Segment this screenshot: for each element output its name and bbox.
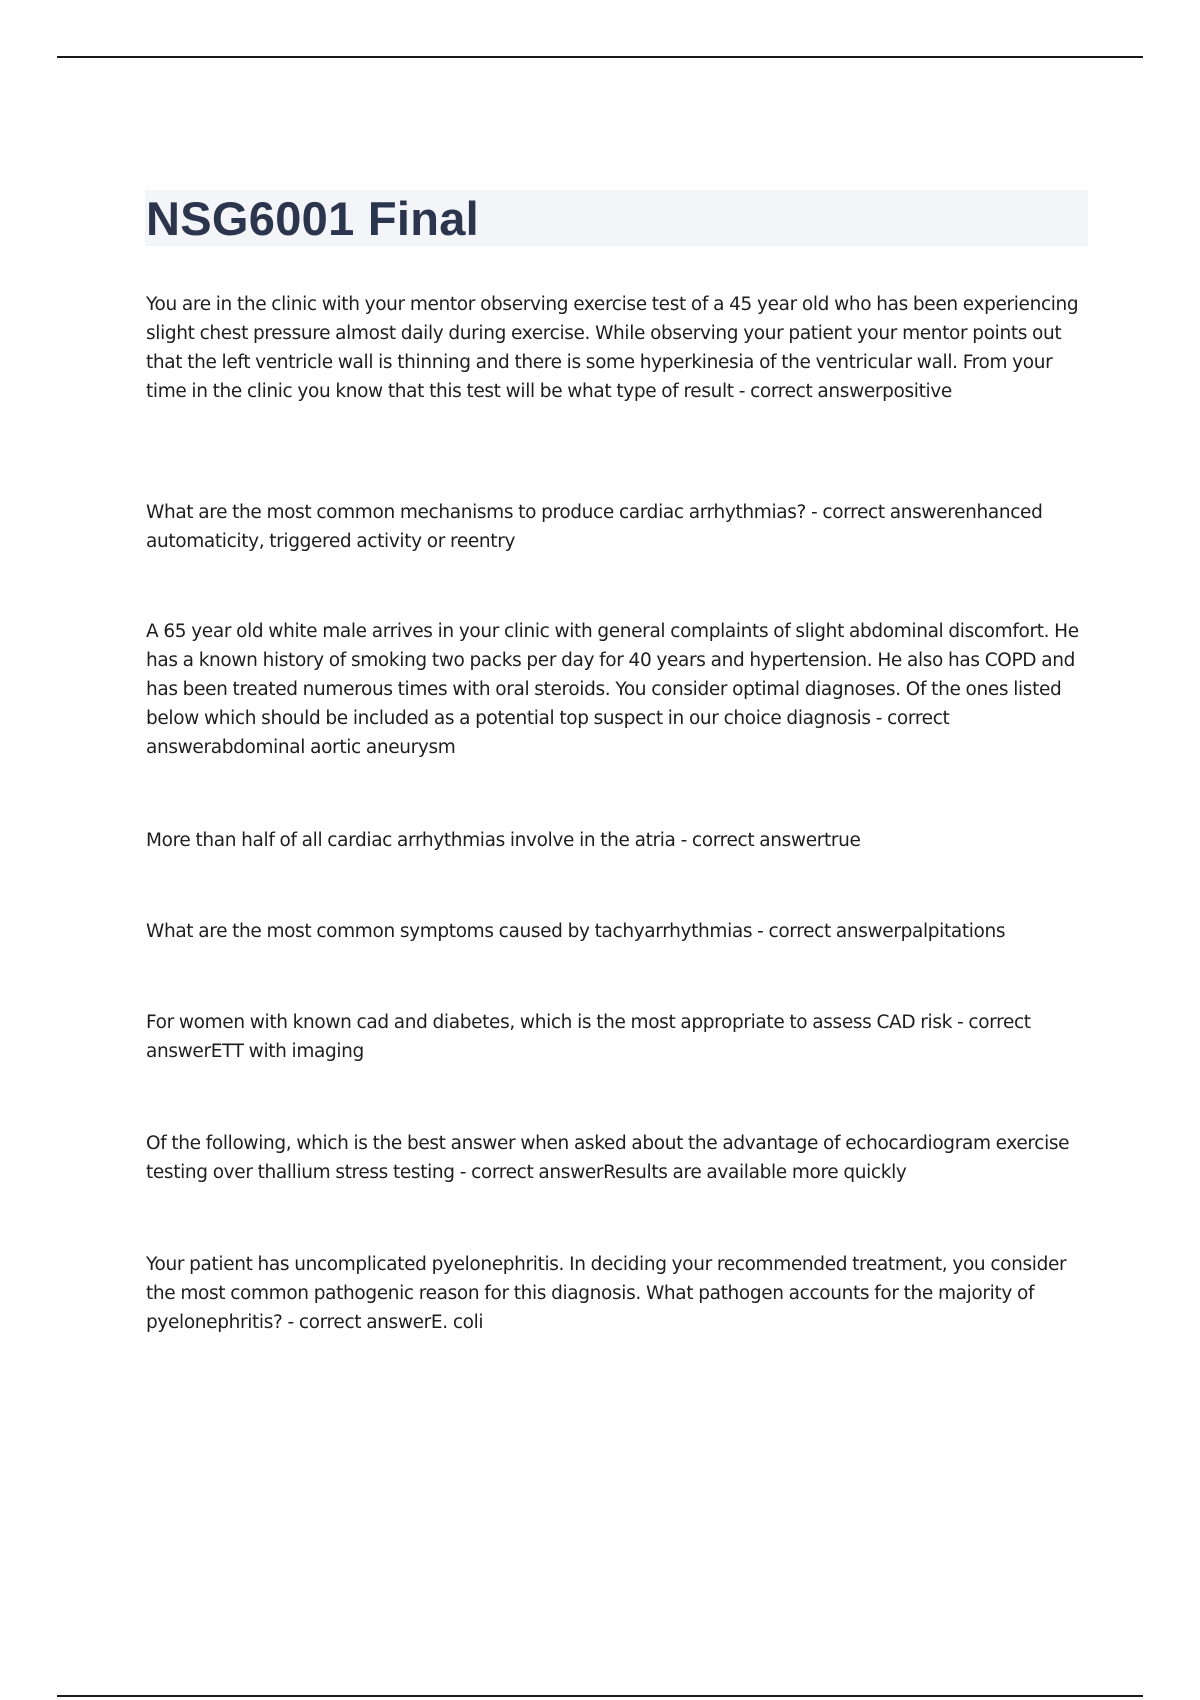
answer-text: ETT with imaging	[210, 1041, 364, 1062]
question-text: A 65 year old white male arrives in your clinic with general complaints of slight abdominal discomfort. He has a known history of smoking two packs per day for 40 years and hypertension. He also has COPD and has been treated numerous times with oral steroids. You consider optimal diagnoses. Of the ones listed below which should be included as a potential top suspect in our choice diagnosis - correct answer	[146, 621, 1079, 758]
qa-item-3	[146, 617, 1090, 762]
document-title: NSG6001 Final	[146, 192, 480, 245]
answer-text: true	[824, 830, 861, 851]
answer-text: palpitations	[900, 921, 1006, 942]
question-text: What are the most common mechanisms to produce cardiac arrhythmias? - correct answer	[146, 502, 955, 523]
question-text: Your patient has uncomplicated pyelonephritis. In deciding your recommended treatment, you consider the most common pathogenic reason for this diagnosis. What pathogen accounts for the majority of pyelonephritis? - correct answer	[146, 1254, 1067, 1333]
qa-item-6	[146, 1008, 1090, 1066]
footer-rule	[57, 1695, 1143, 1697]
question-text: What are the most common symptoms caused by tachyarrhythmias - correct answer	[146, 921, 901, 942]
qa-item-4	[146, 826, 1090, 855]
qa-item-7	[146, 1129, 1090, 1187]
answer-text: abdominal aortic aneurysm	[210, 737, 456, 758]
qa-item-8	[146, 1250, 1090, 1337]
answer-text: E. coli	[430, 1312, 484, 1333]
question-text: For women with known cad and diabetes, which is the most appropriate to assess CAD risk - correct answer	[146, 1012, 1031, 1062]
qa-item-1	[146, 290, 1090, 406]
question-text: More than half of all cardiac arrhythmias involve in the atria - correct answer	[146, 830, 825, 851]
header-rule	[57, 56, 1143, 58]
question-text: Of the following, which is the best answer when asked about the advantage of echocardiogram exercise testing over thallium stress testing - correct answer	[146, 1133, 1070, 1183]
answer-text: positive	[882, 381, 952, 402]
answer-text: enhanced automaticity, triggered activity or reentry	[146, 502, 1043, 552]
answer-text: Results are available more quickly	[603, 1162, 907, 1183]
question-text: You are in the clinic with your mentor observing exercise test of a 45 year old who has been experiencing slight chest pressure almost daily during exercise. While observing your patient your mentor points out that the left ventricle wall is thinning and there is some hyperkinesia of the ventricular wall. From your time in the clinic you know that this test will be what type of result - correct answer	[146, 294, 1079, 402]
qa-item-5	[146, 917, 1090, 946]
qa-item-2	[146, 498, 1090, 556]
